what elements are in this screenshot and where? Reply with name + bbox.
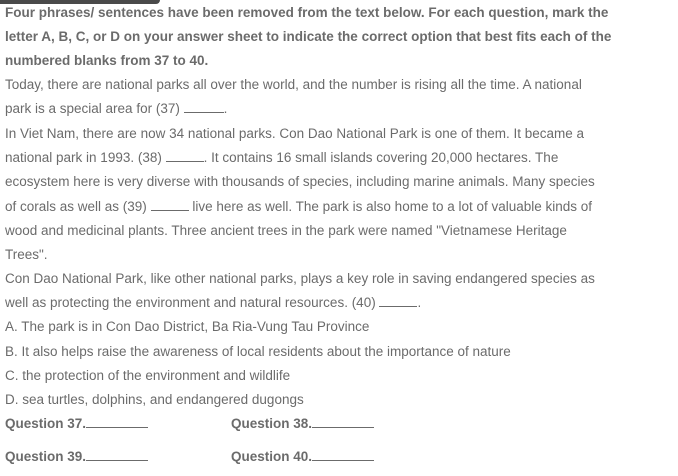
answer-q39 — [5, 446, 148, 468]
option-b: B. It also helps raise the awareness of local residents about the importance of nature — [5, 344, 511, 359]
blank-40 — [379, 294, 417, 307]
passage-p1-line-2-text: park is a special area for (37) — [5, 101, 180, 116]
answer-q40 — [231, 446, 374, 468]
passage-p2-line-2b: . It contains 16 small islands covering 20,000 hectares. The — [203, 150, 559, 165]
instructions-line-3: numbered blanks from 37 to 40. — [5, 53, 209, 68]
passage-p2-line-4 — [5, 196, 592, 218]
passage-p2-line-4b: live here as well. The park is also home to a lot of valuable kinds of — [192, 199, 593, 214]
answer-blank-37 — [86, 415, 148, 428]
answer-q37 — [5, 413, 148, 435]
answer-q40-label: Question 40. — [231, 449, 313, 464]
passage-p2-line-2a: national park in 1993. (38) — [5, 150, 162, 165]
passage-p2-line-3: ecosystem here is very diverse with thousands of species, including marine animals. Many species — [5, 174, 595, 189]
passage-p2-line-1: In Viet Nam, there are now 34 national parks. Con Dao National Park is one of them. It became a — [5, 126, 585, 141]
passage-p3-line-1: Con Dao National Park, like other national parks, plays a key role in saving endangered species as — [5, 271, 595, 286]
instructions-line-1: Four phrases/ sentences have been removed from the text below. For each question, mark the — [5, 5, 609, 20]
passage-p3-line-2-text: well as protecting the environment and natural resources. (40) — [5, 295, 376, 310]
answer-blank-39 — [86, 448, 148, 461]
answer-q39-label: Question 39. — [5, 449, 87, 464]
answer-blank-38 — [312, 415, 374, 428]
instructions-line-2: letter A, B, C, or D on your answer sheet to indicate the correct option that best fits each of the — [5, 29, 612, 44]
blank-37 — [184, 100, 224, 113]
answer-q38-label: Question 38. — [231, 416, 313, 431]
option-a: A. The park is in Con Dao District, Ba Ria-Vung Tau Province — [5, 319, 370, 334]
blank-39 — [151, 198, 189, 211]
option-d: D. sea turtles, dolphins, and endangered dugongs — [5, 392, 304, 407]
passage-p2-line-5: wood and medicinal plants. Three ancient trees in the park were named "Vietnamese Heritage — [5, 223, 567, 238]
blank-38 — [166, 149, 204, 162]
period: . — [223, 101, 228, 116]
passage-p3-line-2 — [5, 292, 421, 314]
answer-q38 — [231, 413, 374, 435]
period: . — [417, 295, 422, 310]
passage-p2-line-2 — [5, 147, 558, 169]
passage-p1-line-1: Today, there are national parks all over the world, and the number is rising all the time. A national — [5, 77, 582, 92]
passage-p1-line-2 — [5, 98, 227, 120]
passage-p2-line-4a: of corals as well as (39) — [5, 199, 147, 214]
answer-q37-label: Question 37. — [5, 416, 87, 431]
passage-p2-line-6: Trees". — [5, 247, 48, 262]
option-c: C. the protection of the environment and wildlife — [5, 368, 291, 383]
answer-blank-40 — [312, 448, 374, 461]
